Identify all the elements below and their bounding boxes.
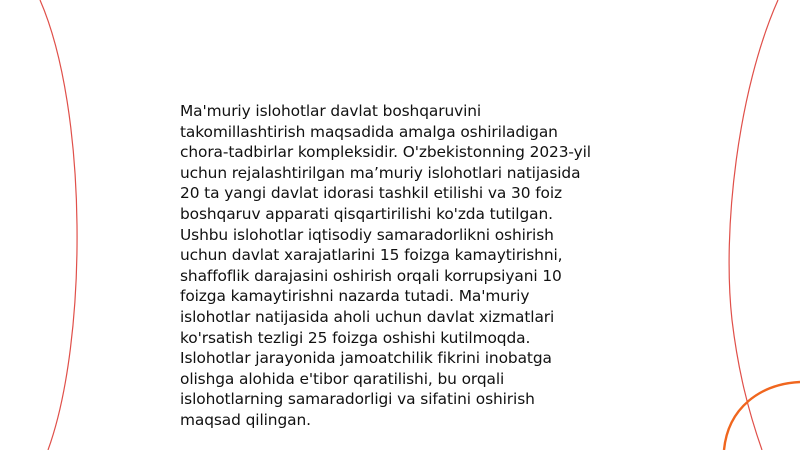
body-line: boshqaruv apparati qisqartirilishi ko'zda tutilgan. <box>180 204 553 223</box>
body-line: Ma'muriy islohotlar davlat boshqaruvini <box>180 102 482 120</box>
body-line: uchun davlat xarajatlarini 15 foizga kamaytirishni, <box>180 246 563 265</box>
body-paragraph <box>180 101 650 431</box>
body-line: Ushbu islohotlar iqtisodiy samaradorlikni oshirish <box>180 225 554 244</box>
body-line: islohotlarning samaradorligi va sifatini oshirish <box>180 390 535 409</box>
right-curve <box>729 0 778 450</box>
body-line: takomillashtirish maqsadida amalga oshiriladigan <box>180 122 558 141</box>
left-curve <box>40 0 77 450</box>
body-line: shaffoflik darajasini oshirish orqali korrupsiyani 10 <box>180 266 562 285</box>
body-line: maqsad qilingan. <box>180 410 311 429</box>
body-line: chora-tadbirlar kompleksidir. O'zbekistonning 2023-yil <box>180 143 591 162</box>
body-line: ko'rsatish tezligi 25 foizga oshishi kutilmoqda. <box>180 328 531 347</box>
body-line: uchun rejalashtirilgan maʼmuriy islohotlari natijasida <box>180 163 581 182</box>
body-line: 20 ta yangi davlat idorasi tashkil etilishi va 30 foiz <box>180 184 562 203</box>
body-line: olishga alohida e'tibor qaratilishi, bu orqali <box>180 369 505 388</box>
orange-ring <box>724 382 800 450</box>
body-line: islohotlar natijasida aholi uchun davlat xizmatlari <box>180 307 555 326</box>
body-line: Islohotlar jarayonida jamoatchilik fikrini inobatga <box>180 349 552 368</box>
body-line: foizga kamaytirishni nazarda tutadi. Ma'muriy <box>180 287 530 306</box>
